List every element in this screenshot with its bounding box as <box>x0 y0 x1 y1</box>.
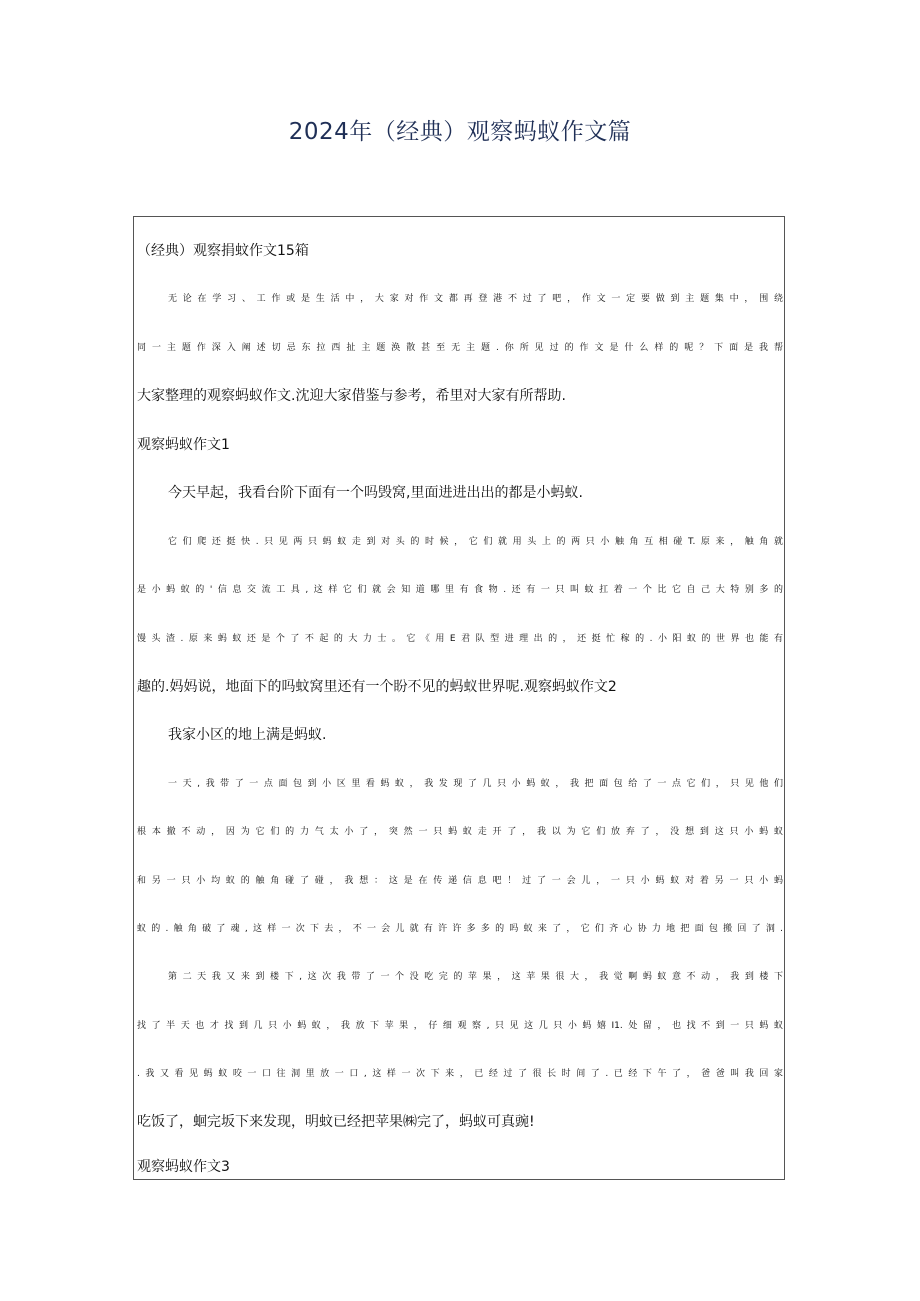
essay2-line-4: 和另一只小均蚁的触角碰了碰，我想：这是在传递信息吧！过了一会儿，一只小蚂蚁对着另一只小蚂 <box>137 876 783 886</box>
intro-line-1: 无论在学习、工作或是生活中，大家对作文都再登港不过了吧，作文一定要做到主题集中，围绕 <box>168 294 783 304</box>
essay1-line-3: 是小蚂蚁的'信息交流工具,这样它们就会知道哪里有食物.还有一只叫蚊扛着一个比它自己大特别多的 <box>137 585 783 595</box>
content-box <box>133 216 785 1180</box>
intro-line-2: 同一主题作深入阐述切忌东拉西扯主题涣散甚至无主题.你所见过的作文是什么样的呢？下面是我帮 <box>137 343 783 353</box>
subtitle-line: （经典）观察捐蚊作文15箱 <box>137 243 309 259</box>
section-heading-1: 观察蚂蚁作文1 <box>137 437 230 453</box>
essay2-line-6: 第二天我又来到楼下,这次我带了一个没吃完的苹果，这苹果很大，我觉啊蚂蚁意不动，我到楼下 <box>168 972 783 982</box>
intro-line-3: 大家整理的观察蚂蚁作文.沈迎大家借鉴与参考，希里对大家有所帮助. <box>137 388 566 404</box>
essay1-line-1: 今天早起，我看台阶下面有一个吗毁窝,里面进进出出的都是小蚂蚁. <box>168 485 583 501</box>
essay1-line-5: 趣的.妈妈说，地面下的吗蚊窝里还有一个盼不见的蚂蚁世界呢.观察蚂蚁作文2 <box>137 679 617 695</box>
essay2-line-5: 蚁的.触角破了魂,这样一次下去，不一会儿就有许许多多的吗蚁来了，它们齐心协力地把面包搬回了洞. <box>137 924 783 934</box>
essay2-line-3: 根本撤不动，因为它们的力气太小了，突然一只蚂蚁走开了，我以为它们放弃了，没想到这只小蚂蚁 <box>137 827 783 837</box>
essay1-line-2: 它们爬还挺快.只见两只蚂蚁走到对头的时候，它们就用头上的两只小触角互相碰T.原来，触角就 <box>168 537 783 547</box>
essay2-line-2: 一天,我带了一点面包到小区里看蚂蚁，我发现了几只小蚂蚁，我把面包给了一点它们，只见他们 <box>168 779 783 789</box>
document-title: 2024年（经典）观察蚂蚁作文篇 <box>288 119 632 145</box>
essay2-line-9: 吃饭了，蛔完坂下来发现，明蚊已经把苹果㈱完了，蚂蚁可真豌! <box>137 1114 535 1130</box>
essay1-line-4: 馒头渣.原来蚂蚁还是个了不起的大力士。它《用E君队型进理出的，还挺忙稼的.小阳蚁的世界也能有 <box>137 634 783 644</box>
section-heading-3: 观察蚂蚁作文3 <box>137 1159 230 1175</box>
essay2-line-8: .我又看见蚂蚁咬一口往洞里放一口,这样一次下来，已经过了很长时间了.已经下午了，爸爸叫我回家 <box>137 1069 783 1079</box>
essay2-line-7: 找了半天也才找到几只小蚂蚁，我放下苹果，仔细观察,只见这几只小蚂嬉I1.处留，也找不到一只蚂蚁 <box>137 1021 783 1031</box>
essay2-line-1: 我家小区的地上满是蚂蚁. <box>168 727 327 743</box>
